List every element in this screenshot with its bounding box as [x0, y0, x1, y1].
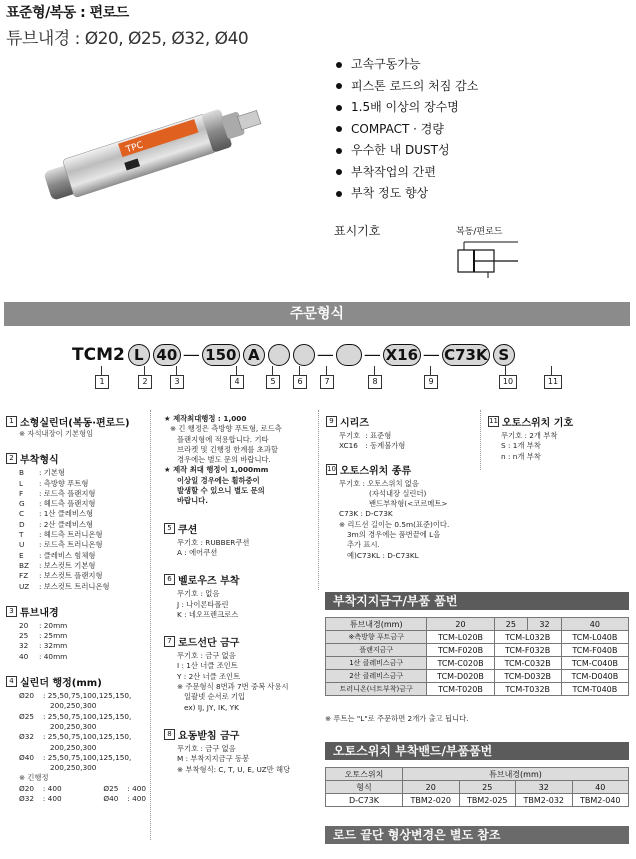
code-num-10: 10 — [499, 375, 517, 389]
section-title: 벨로우즈 부착 — [178, 576, 240, 588]
mount-type-list: B : 기본형 L : 측방향 푸트형 F : 로드측 플랜지형 G : 헤드측 플랜지형 C : 1산 클레비스형 D : 2산 클레비스형 T : 헤드측 트러니온형 U : 로드측 트러니온형 E : 클레비스 힘체형 BZ : 보스컷트 기본형 FZ : 보스컷트 플랜지형 UZ : 보스컷트 트러니온형 — [19, 468, 110, 591]
code-num-6: 6 — [293, 375, 307, 389]
footer-note: 로드 끝단 형상변경은 별도 참조 — [325, 826, 629, 844]
section-title: 실린더 행정(mm) — [20, 678, 102, 690]
table-row: 1산 클레비스금구 TCM-C020B TCM-C032B TCM-C040B — [326, 657, 629, 670]
max-stroke-warning: ★ 제작 최대 행정이 1,000mm 이상일 경우에는 휨하중이 발생할 수 있으니 별도 문의 바랍니다. — [164, 465, 269, 506]
symbol-caption: 복동/편로드 — [456, 227, 503, 237]
section-title: 오토스위치 종류 — [340, 465, 412, 477]
code-num-5: 5 — [266, 375, 280, 389]
table-row: 2산 클레비스금구 TCM-D020B TCM-D032B TCM-D040B — [326, 670, 629, 683]
section-title: 튜브내경 — [20, 607, 59, 619]
code-pivot — [336, 344, 362, 366]
col-3: 9 시리즈 무기호 : 표준형 XC16 : 동계불가형 10 오토스위치 종류 무기호 : 오토스위치 없음 (자석내장 실린더) 밴드부착형(<코르메트> C73K : D-C73K ※ 리드선 길이는 0.5m(표준)이다. 3m의 경우에는 품번끝에 L을 추가 표시. 예)C73KL : D-C73KL — [326, 414, 476, 561]
code-num-7: 7 — [320, 375, 334, 389]
brand-label: TPC — [125, 140, 145, 156]
section-title: 소형실린더(복동·편로드) — [20, 418, 130, 429]
col-4: 11 오토스위치 기호 무기호 : 2개 부착 S : 1개 부착 n : n개 부착 — [488, 414, 628, 462]
section-title: 오토스위치 기호 — [502, 418, 574, 429]
order-code: TCM2 L 40 — 150 A — — X16 — C73K S — [72, 344, 515, 366]
code-bellows — [268, 344, 290, 366]
section-title: 로드선단 금구 — [178, 638, 240, 650]
symbol-label: 표시기호 — [334, 224, 381, 238]
switch-band-table: 오토스위치 튜브내경(mm) 형식 20 25 32 40 D-C73K TBM2-020 TBM2-025 TBM2-032 TBM2-040 — [325, 767, 629, 807]
section-title: 시리즈 — [340, 418, 369, 429]
feature-item: 부착 정도 향상 — [336, 183, 478, 205]
table-row: D-C73K TBM2-020 TBM2-025 TBM2-032 TBM2-040 — [326, 794, 629, 807]
table-row: ※측방향 푸트금구 TCM-L020B TCM-L032B TCM-L040B — [326, 631, 629, 644]
code-cushion: A — [243, 344, 265, 366]
table-row: 플랜지금구 TCM-F020B TCM-F032B TCM-F040B — [326, 644, 629, 657]
section-title: 쿠션 — [178, 524, 198, 536]
code-num-8: 8 — [368, 375, 382, 389]
mount-table-note: ※ 푸트는 "L"로 주문하면 2개가 출고 됩니다. — [325, 714, 469, 723]
mount-parts-table: 튜브내경(mm) 20 25 32 40 ※측방향 푸트금구 TCM-L020B TCM-L032B TCM-L040B 플랜지금구 TCM-F020B TCM-F032B TCM-F040B 1산 클레비스금구 TCM-C020B TCM-C032B TCM-C040B 2산 클레비스금구 TCM-D020B TCM-D032B TCM-D040B 트러니온(너트부착)금구 TCM-T020B TCM-T032B TCM-T040B — [325, 617, 629, 696]
code-switch: C73K — [442, 344, 490, 366]
page-title: 표준형/복동 : 편로드 — [6, 5, 129, 21]
col-2: ★ 제작최대행정 : 1,000 ※ 긴 행정은 측방향 푸트형, 로드측 플랜지형에 적용합니다. 기타 브라켓 및 긴행정 한계를 초과할 경우에는 별도 문의 바랍니다. ★ 제작 최대 행정이 1,000mm 이상일 경우에는 휨하중이 발생할 수 있으니 별도 문의 바랍니다. 5 쿠션 무기호 : RUBBER쿠션 A : 에어쿠션 6 벨로우즈 부착 무기호 : 없음 J : 나이론타폴린 K : 네오프렌크로스 7 로드선단 금구 무기호 : 금구 없음 I : 1산 너클 조인트 Y : 2산 너클 조인트 ※ 주문형식 8번과 7번 중복 사용시 일괄넷 순서로 기입 ex) IJ, JY, IK, YK 8 요동받침 금구 무기호 : 금구 없음 M : 부착지지금구 동봉 ※ 부착형식: C, T, U, E, UZ만 해당 — [164, 414, 314, 775]
code-mount: L — [128, 344, 150, 366]
switch-table-title: 오토스위치 부착밴드/부품품번 — [325, 742, 629, 760]
order-format-banner: 주문형식 — [4, 302, 630, 326]
code-num-3: 3 — [170, 375, 184, 389]
feature-item: 피스톤 로드의 처짐 감소 — [336, 76, 478, 98]
feature-list — [336, 54, 478, 205]
code-series: X16 — [383, 344, 421, 366]
code-switch-qty: S — [493, 344, 515, 366]
code-prefix: TCM2 — [72, 345, 125, 365]
double-acting-symbol — [454, 240, 524, 280]
cylinder-illustration — [30, 80, 270, 210]
section-title: 부착형식 — [20, 455, 59, 467]
code-num-2: 2 — [138, 375, 152, 389]
col-1: 1 소형실린더(복동·편로드) ※ 자석내장이 기본형임 2 부착형식 B : 기본형 L : 측방향 푸트형 F : 로드측 플랜지형 G : 헤드측 플랜지형 C : 1산 클레비스형 D : 2산 클레비스형 T : 헤드측 트러니온형 U : 로드측 트러니온형 E : 클레비스 힘체형 BZ : 보스컷트 기본형 FZ : 보스컷트 플랜지형 UZ : 보스컷트 트러니온형 3 튜브내경 20 : 20mm 25 : 25mm 32 : 32mm 40 : 40mm 4 실린더 행정(mm) Ø20 : 25,50,75,100,125,150, 200,250,300 Ø25 : 25,50,75,100,125,150, 200,250,300 Ø32 : 25,50,75,100,125,150, 200,250,300 Ø40 : 25,50,75,100,125,150, 200,250,300 ※ 긴행정 Ø20 : 400 Ø25 : 400 Ø32 : 400 Ø40 : 400 — [6, 414, 146, 804]
section-title: 요동받침 금구 — [178, 730, 240, 742]
feature-item: 부착작업의 간편 — [336, 162, 478, 184]
code-bore: 40 — [153, 344, 181, 366]
long-stroke-notes: ※ 긴 행정은 측방향 푸트형, 로드측 플랜지형에 적용합니다. 기타 브라켓 및 긴행정 한계를 초과할 경우에는 별도 문의 바랍니다. — [170, 424, 282, 465]
page-subtitle: 튜브내경 : Ø20, Ø25, Ø32, Ø40 — [6, 29, 249, 49]
code-num-4: 4 — [230, 375, 244, 389]
bore-list: 20 : 20mm 25 : 25mm 32 : 32mm 40 : 40mm — [19, 620, 68, 661]
code-num-9: 9 — [424, 375, 438, 389]
code-num-1: 1 — [95, 375, 109, 389]
feature-item: 1.5배 이상의 장수명 — [336, 97, 478, 119]
code-rod-end — [293, 344, 315, 366]
feature-item: COMPACT · 경량 — [336, 119, 478, 141]
code-num-11: 11 — [544, 375, 562, 389]
mount-table-title: 부착지지금구/부품 품번 — [325, 592, 629, 610]
stroke-list: Ø20 : 25,50,75,100,125,150, 200,250,300 Ø25 : 25,50,75,100,125,150, 200,250,300 Ø32 : 25,50,75,100,125,150, 200,250,300 Ø40 : 25,50,75,100,125,150, 200,250,300 ※ 긴행정 Ø20 : 400 Ø25 : 400 Ø32 : 400 Ø40 : 400 — [19, 691, 147, 804]
feature-item: 고속구동가능 — [336, 54, 478, 76]
code-stroke: 150 — [202, 344, 240, 366]
table-row: 트러니온(너트부착)금구 TCM-T020B TCM-T032B TCM-T040B — [326, 683, 629, 696]
feature-item: 우수한 내 DUST성 — [336, 140, 478, 162]
